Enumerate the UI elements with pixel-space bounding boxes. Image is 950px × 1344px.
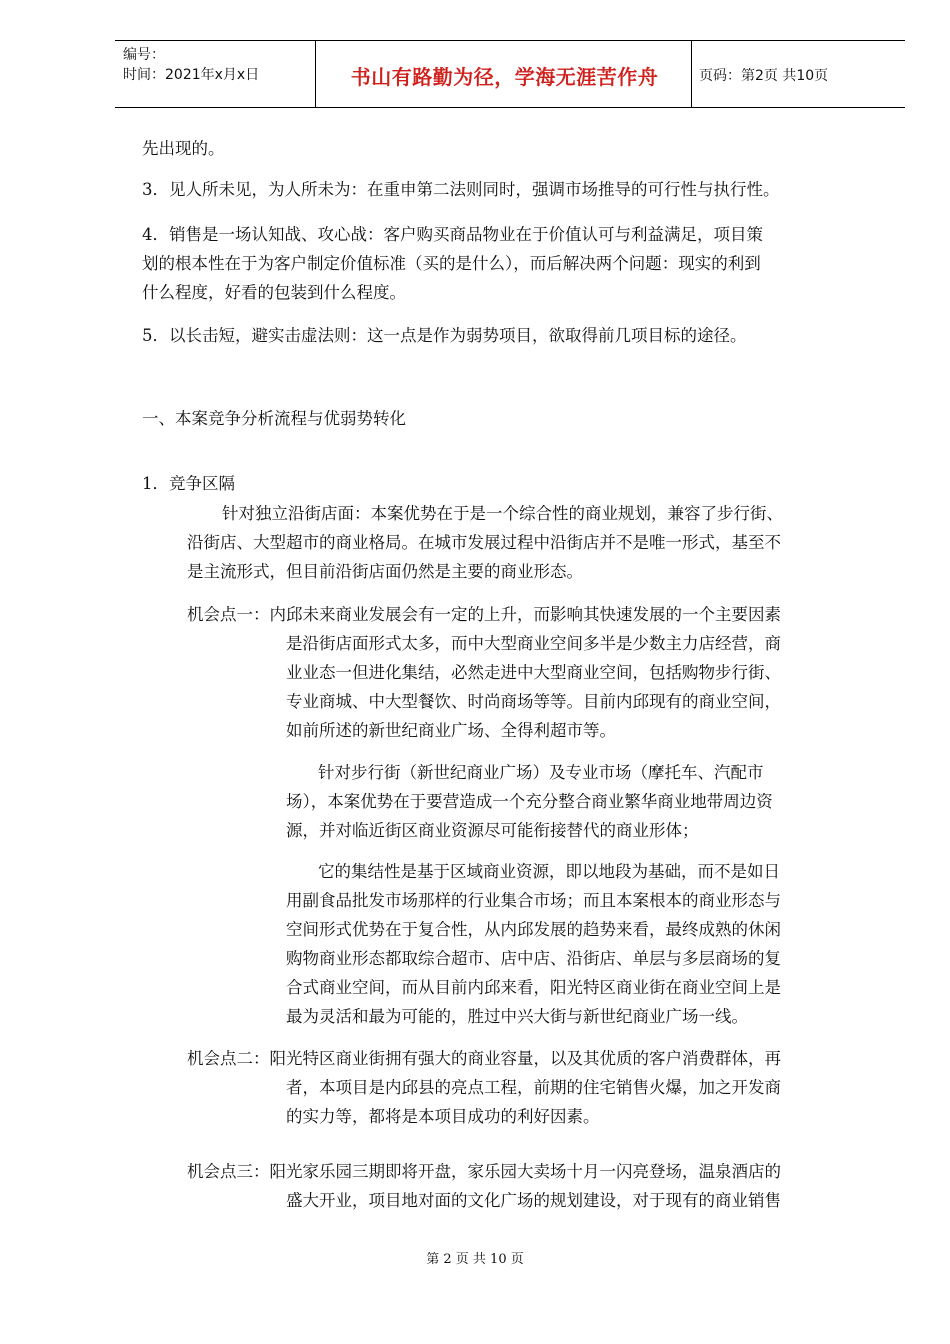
text-line: 业业态一但进化集结，必然走进中大型商业空间，包括购物步行街、 (286, 663, 781, 682)
text-line: 它的集结性是基于区域商业资源，即以地段为基础，而不是如日 (318, 862, 780, 881)
text-line: 4．销售是一场认知战、攻心战：客户购买商品物业在于价值认可与利益满足，项目策 (142, 225, 763, 244)
subsection-heading: 1．竞争区隔 (142, 474, 235, 493)
text-line: 机会点一：内邱未来商业发展会有一定的上升，而影响其快速发展的一个主要因素 (187, 605, 781, 624)
text-line: 沿街店、大型超市的商业格局。在城市发展过程中沿街店并不是唯一形式，基至不 (187, 533, 781, 552)
text-line: 用副食品批发市场那样的行业集合市场；而且本案根本的商业形态与 (286, 891, 781, 910)
text-line: 是主流形式，但目前沿街店面仍然是主要的商业形态。 (187, 562, 583, 581)
header-table (115, 40, 905, 108)
text-line: 什么程度，好看的包装到什么程度。 (142, 283, 406, 302)
text-line: 者，本项目是内邱县的亮点工程，前期的住宅销售火爆，加之开发商 (286, 1078, 781, 1097)
text-line: 机会点三：阳光家乐园三期即将开盘，家乐园大卖场十月一闪亮登场，温泉酒店的 (187, 1162, 781, 1181)
text-line: 是沿街店面形式太多，而中大型商业空间多半是少数主力店经营，商 (286, 634, 781, 653)
text-line: 5．以长击短，避实击虚法则：这一点是作为弱势项目，欲取得前几项目标的途径。 (142, 326, 747, 345)
header-motto: 书山有路勤为径，学海无涯苦作舟 (350, 65, 659, 89)
text-line: 合式商业空间，而从目前内邱来看，阳光特区商业街在商业空间上是 (286, 978, 781, 997)
header-divider (315, 41, 316, 107)
text-line: 针对独立沿街店面：本案优势在于是一个综合性的商业规划，兼容了步行街、 (222, 504, 783, 523)
text-line: 针对步行街（新世纪商业广场）及专业市场（摩托车、汽配市 (318, 763, 764, 782)
text-line: 场），本案优势在于要营造成一个充分整合商业繁华商业地带周边资 (286, 792, 773, 811)
text-line: 先出现的。 (142, 139, 225, 158)
text-line: 的实力等，都将是本项目成功的利好因素。 (286, 1107, 600, 1126)
number-label: 编号： (123, 47, 165, 63)
text-line: 空间形式优势在于复合性，从内邱发展的趋势来看，最终成熟的休闲 (286, 920, 781, 939)
section-heading: 一、本案竞争分析流程与优弱势转化 (142, 409, 406, 428)
time-label: 时间：2021年x月x日 (123, 67, 260, 83)
text-line: 机会点二：阳光特区商业街拥有强大的商业容量，以及其优质的客户消费群体，再 (187, 1049, 781, 1068)
text-line: 购物商业形态都取综合超市、店中店、沿街店、单层与多层商场的复 (286, 949, 781, 968)
text-line: 盛大开业，项目地对面的文化广场的规划建设，对于现有的商业销售 (286, 1191, 781, 1210)
text-line: 如前所述的新世纪商业广场、全得利超市等。 (286, 721, 616, 740)
text-line: 源，并对临近街区商业资源尽可能衔接替代的商业形体； (286, 821, 699, 840)
header-page-label: 页码：第2页 共10页 (699, 68, 829, 84)
header-divider (691, 41, 692, 107)
text-line: 专业商城、中大型餐饮、时尚商场等等。目前内邱现有的商业空间， (286, 692, 781, 711)
text-line: 最为灵活和最为可能的，胜过中兴大街与新世纪商业广场一线。 (286, 1007, 748, 1026)
text-line: 划的根本性在于为客户制定价值标准（买的是什么），而后解决两个问题：现实的利到 (142, 254, 761, 273)
header-meta (123, 45, 259, 85)
page-footer: 第 2 页 共 10 页 (426, 1252, 524, 1267)
text-line: 3．见人所未见，为人所未为：在重申第二法则同时，强调市场推导的可行性与执行性。 (142, 180, 780, 199)
